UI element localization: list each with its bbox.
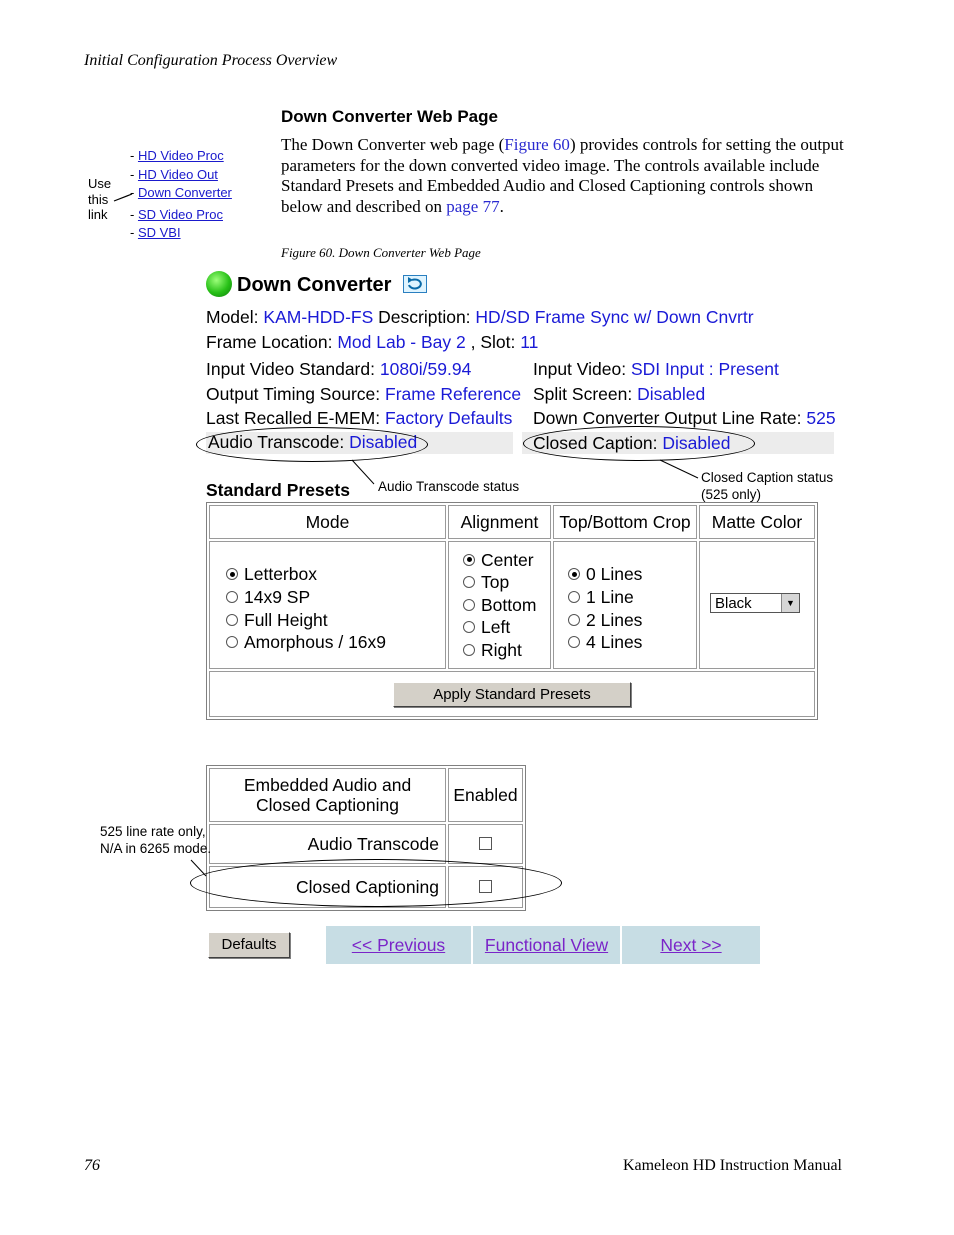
defaults-button[interactable]: Defaults (208, 932, 290, 958)
radio-selected-icon[interactable] (463, 554, 475, 566)
alignment-option[interactable]: Left (463, 616, 549, 639)
crop-option[interactable]: 0 Lines (568, 563, 695, 586)
radio-icon[interactable] (463, 621, 475, 633)
ui-title: Down Converter (237, 274, 392, 296)
body-paragraph (281, 135, 847, 217)
alignment-option[interactable]: Right (463, 639, 549, 662)
input-video-line: Input Video: SDI Input : Present (533, 359, 779, 379)
radio-icon[interactable] (568, 614, 580, 626)
chevron-down-icon[interactable]: ▼ (781, 594, 799, 612)
page-number: 76 (84, 1157, 100, 1174)
enabled-header: Enabled (448, 768, 523, 822)
side-nav-item: - SD Video Proc (130, 206, 223, 222)
slot-value: 11 (520, 332, 539, 352)
figure-caption: Figure 60. Down Converter Web Page (281, 245, 481, 260)
output-timing-value: Frame Reference (385, 384, 522, 404)
previous-link[interactable]: << Previous (351, 935, 446, 955)
frame-location-line: Frame Location: Mod Lab - Bay 2 , Slot: 11 (206, 332, 539, 352)
side-nav-link-sd-video-proc[interactable]: SD Video Proc (137, 206, 223, 222)
side-nav-item: - HD Video Proc (130, 148, 224, 163)
apply-standard-presets-button[interactable]: Apply Standard Presets (393, 682, 631, 707)
radio-selected-icon[interactable] (226, 568, 238, 580)
body-text-2: ) provides controls for setting the output parameters for the down converted video image. The controls available include Standard Presets and Embedded Audio and Closed Captioning controls shown below and described on (281, 135, 844, 216)
audio-transcode-line: Audio Transcode: Disabled (208, 432, 418, 452)
line-rate-line: Down Converter Output Line Rate: 525 (533, 408, 836, 428)
next-link[interactable]: Next >> (660, 935, 722, 955)
radio-icon[interactable] (226, 591, 238, 603)
closed-caption-highlight (523, 426, 755, 461)
side-nav-item: - Down Converter (130, 185, 232, 200)
alignment-option[interactable]: Center (463, 549, 549, 572)
radio-icon[interactable] (463, 576, 475, 588)
radio-icon[interactable] (568, 636, 580, 648)
presets-options-row (209, 541, 815, 669)
closed-caption-value: Disabled (662, 433, 731, 453)
audio-transcode-label: Audio Transcode (209, 824, 446, 864)
running-header: Initial Configuration Process Overview (84, 52, 338, 69)
radio-selected-icon[interactable] (568, 568, 580, 580)
audio-status-annotation: Audio Transcode status (378, 479, 520, 494)
body-text-3: . (499, 196, 504, 216)
pointer-arrow (112, 190, 134, 204)
page-link[interactable]: page 77 (446, 196, 500, 216)
last-recalled-value: Factory Defaults (384, 408, 513, 428)
side-nav-item: - SD VBI (130, 225, 181, 240)
mode-options (209, 541, 446, 669)
split-screen-value: Disabled (637, 384, 706, 404)
cc-status-annotation: Closed Caption status (525 only) (701, 470, 834, 502)
frame-location-value: Mod Lab - Bay 2 (337, 332, 466, 352)
crop-option[interactable]: 1 Line (568, 586, 695, 609)
side-nav-link-hd-video-out[interactable]: HD Video Out (137, 166, 218, 182)
model-line: Model: KAM-HDD-FS Description: HD/SD Frame Sync w/ Down Cnvrtr (206, 307, 754, 327)
crop-option[interactable]: 2 Lines (568, 609, 695, 632)
status-indicator-icon (206, 271, 232, 297)
input-standard-value: 1080i/59.94 (379, 359, 472, 379)
output-timing-line: Output Timing Source: Frame Reference (206, 384, 522, 404)
apply-cell (209, 671, 815, 717)
nav-next[interactable] (622, 926, 760, 964)
line-rate-leader (188, 857, 210, 879)
audio-transcode-cell (448, 824, 523, 864)
side-nav-link-hd-video-proc[interactable]: HD Video Proc (137, 148, 224, 163)
embedded-header: Embedded Audio and Closed Captioning (209, 768, 446, 822)
description-value: HD/SD Frame Sync w/ Down Cnvrtr (475, 307, 754, 327)
input-standard-line: Input Video Standard: 1080i/59.94 (206, 359, 472, 379)
closed-caption-line: Closed Caption: Disabled (533, 433, 731, 453)
side-nav-item: - HD Video Out (130, 166, 218, 182)
crop-option[interactable]: 4 Lines (568, 631, 695, 654)
side-nav-link-down-converter[interactable]: Down Converter (137, 185, 232, 200)
cc-status-leader (658, 457, 700, 481)
use-link-note: Use this link (88, 176, 112, 222)
section-heading: Down Converter Web Page (281, 107, 498, 126)
figure-link[interactable]: Figure 60 (504, 135, 570, 154)
audio-transcode-checkbox[interactable] (479, 837, 492, 850)
header-crop: Top/Bottom Crop (553, 505, 697, 539)
model-value: KAM-HDD-FS (263, 307, 374, 327)
audio-status-leader (350, 458, 380, 486)
side-nav-link-sd-vbi[interactable]: SD VBI (137, 225, 181, 240)
embedded-header-row (209, 768, 523, 822)
audio-transcode-highlight (196, 427, 428, 462)
input-video-value: SDI Input : Present (630, 359, 779, 379)
header-mode: Mode (209, 505, 446, 539)
alignment-options (448, 541, 551, 669)
refresh-icon[interactable] (403, 275, 427, 293)
mode-option[interactable]: Amorphous / 16x9 (226, 631, 444, 654)
body-text-1: The Down Converter web page ( (281, 135, 505, 154)
matte-color-select[interactable] (710, 593, 800, 613)
nav-previous[interactable] (326, 926, 471, 964)
radio-icon[interactable] (463, 599, 475, 611)
presets-header-row (209, 505, 815, 539)
radio-icon[interactable] (463, 644, 475, 656)
audio-transcode-value: Disabled (349, 432, 418, 452)
closed-captioning-label: Closed Captioning (209, 866, 446, 908)
crop-options (553, 541, 697, 669)
radio-icon[interactable] (568, 591, 580, 603)
last-recalled-line: Last Recalled E-MEM: Factory Defaults (206, 408, 513, 428)
functional-view-link[interactable]: Functional View (484, 935, 609, 955)
mode-option[interactable]: 14x9 SP (226, 586, 444, 609)
standard-presets-table (206, 502, 818, 720)
radio-icon[interactable] (226, 614, 238, 626)
alignment-option[interactable]: Top (463, 571, 549, 594)
header-alignment: Alignment (448, 505, 551, 539)
closed-captioning-highlight (190, 859, 562, 907)
radio-icon[interactable] (226, 636, 238, 648)
side-nav (130, 147, 232, 243)
embedded-row (209, 824, 523, 864)
alignment-option[interactable]: Bottom (463, 594, 549, 617)
manual-title: Kameleon HD Instruction Manual (622, 1157, 842, 1174)
mode-option[interactable]: Letterbox (226, 563, 444, 586)
nav-functional-view[interactable] (473, 926, 620, 964)
line-rate-annotation: 525 line rate only, N/A in 6265 mode. (100, 824, 212, 856)
apply-row (209, 671, 815, 717)
matte-color-value: Black (715, 594, 752, 612)
line-rate-value: 525 (806, 408, 836, 428)
mode-option[interactable]: Full Height (226, 609, 444, 632)
split-screen-line: Split Screen: Disabled (533, 384, 706, 404)
standard-presets-title: Standard Presets (206, 480, 350, 500)
matte-color-cell (699, 541, 815, 669)
header-matte-color: Matte Color (699, 505, 815, 539)
